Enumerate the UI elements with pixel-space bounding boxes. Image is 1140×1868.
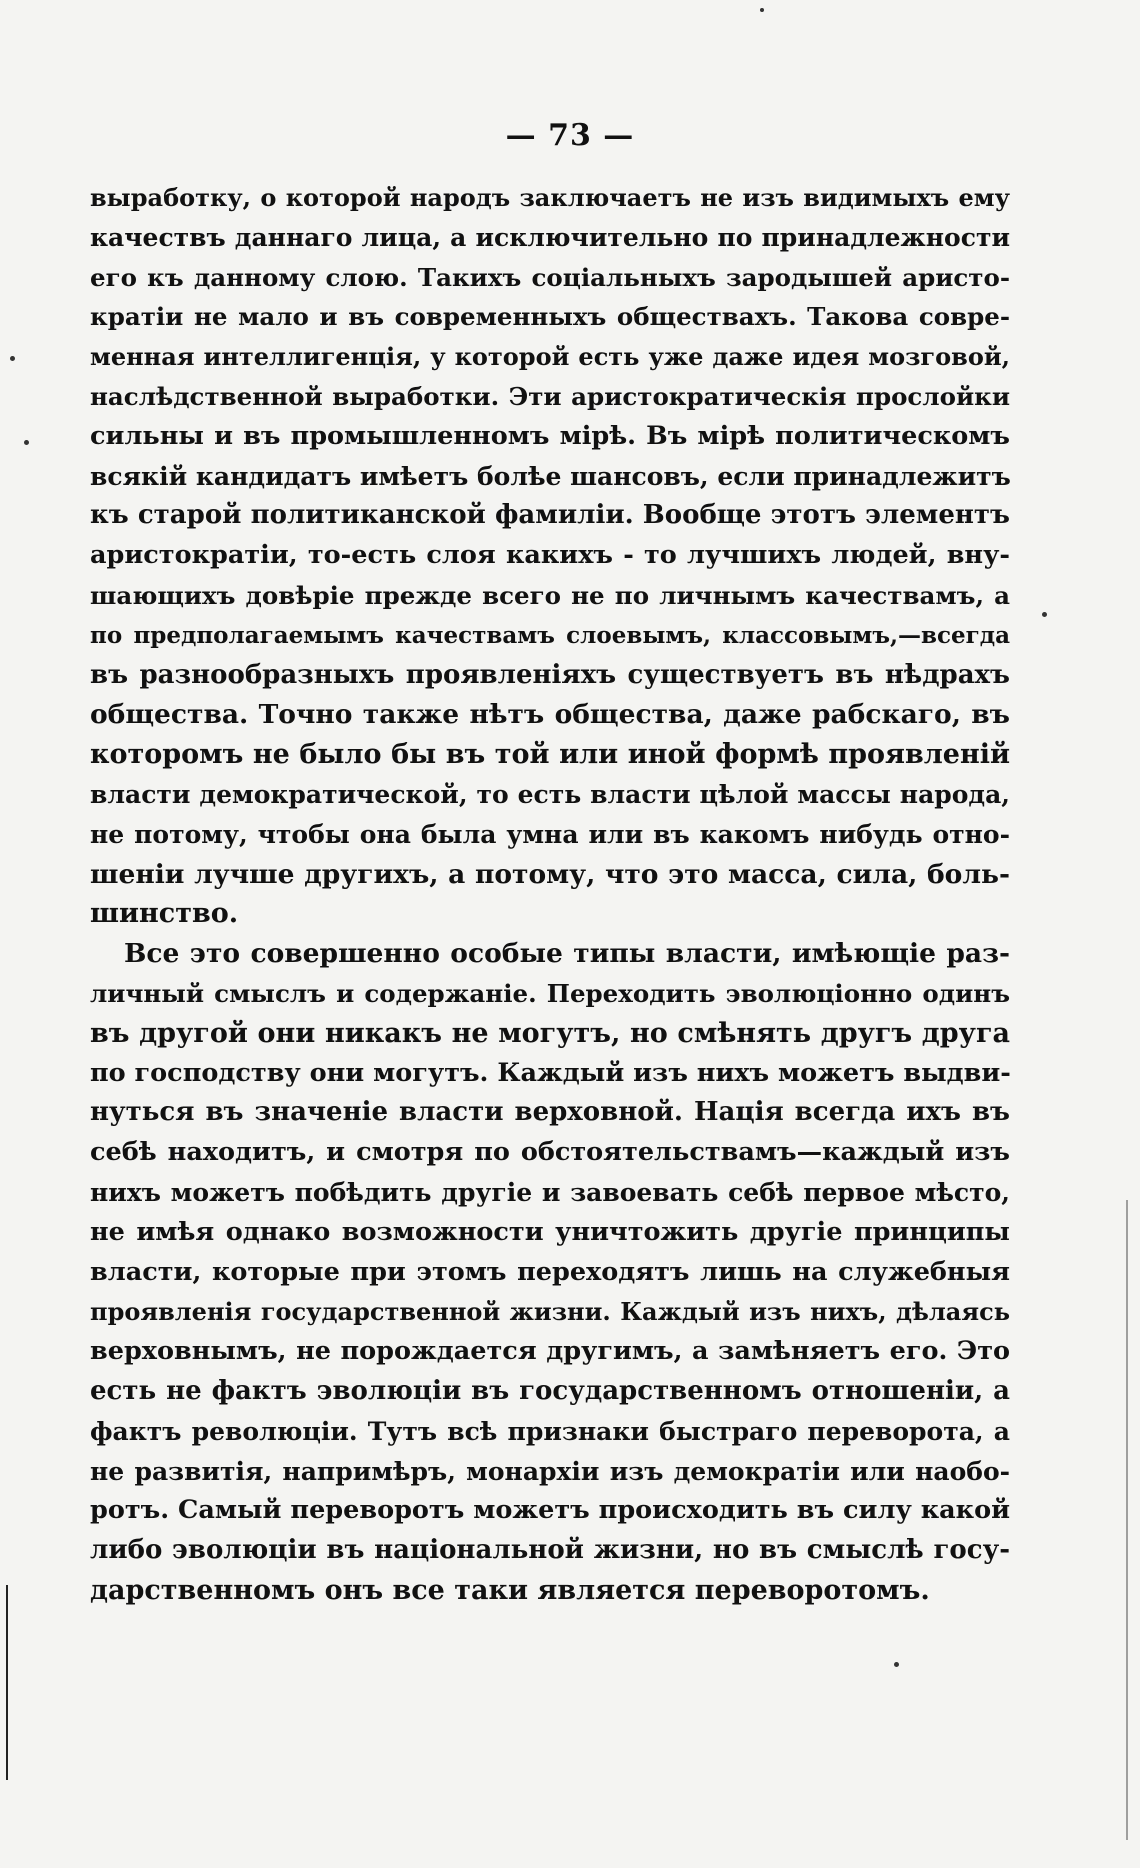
text-line: которомъ не было бы въ той или иной формѣ проявленій — [90, 739, 1010, 771]
text-line: проявленія государственной жизни. Каждый изъ нихъ, дѣлаясь — [90, 1297, 1010, 1327]
text-line: въ другой они никакъ не могутъ, но смѣнять другъ друга — [90, 1017, 1010, 1049]
text-line: верховнымъ, не порождается другимъ, а замѣняетъ его. Это — [90, 1336, 1010, 1367]
scan-speck — [760, 8, 764, 12]
text-line: шающихъ довѣріе прежде всего не по личнымъ качествамъ, а — [90, 580, 1010, 610]
text-line: наслѣдственной выработки. Эти аристократическія прослойки — [90, 381, 1010, 411]
text-line: Все это совершенно особые типы власти, имѣющіе раз- — [124, 938, 1010, 970]
text-line: себѣ находитъ, и смотря по обстоятельствамъ—каждый изъ — [90, 1137, 1010, 1168]
text-line: не имѣя однако возможности уничтожить другіе принципы — [90, 1216, 1010, 1247]
text-line: шинство. — [90, 898, 239, 930]
text-line: власти демократической, то есть власти цѣлой массы народа, — [90, 779, 1010, 809]
text-line: власти, которые при этомъ переходятъ лишь на служебныя — [90, 1256, 1010, 1287]
text-line: общества. Точно также нѣтъ общества, даже рабскаго, въ — [90, 699, 1010, 731]
text-line: всякій кандидатъ имѣетъ болѣе шансовъ, если принадлежитъ — [90, 461, 1011, 491]
body-text — [90, 178, 1010, 1611]
scan-speck — [1042, 612, 1047, 617]
text-line: личный смыслъ и содержаніе. Переходить эволюціонно одинъ — [90, 978, 1010, 1008]
scan-speck — [24, 440, 29, 445]
text-line: аристократіи, то-есть слоя какихъ - то лучшихъ людей, вну- — [90, 540, 1010, 571]
text-line: его къ данному слою. Такихъ соціальныхъ зародышей аристо- — [90, 262, 1010, 292]
text-line: дарственномъ онъ все таки является переворотомъ. — [90, 1574, 930, 1606]
scan-edge-line — [1126, 1200, 1128, 1840]
text-line: выработку, о которой народъ заключаетъ не изъ видимыхъ ему — [90, 183, 1010, 212]
text-line: есть не фактъ эволюціи въ государственномъ отношеніи, а — [90, 1375, 1010, 1406]
text-line: кратіи не мало и въ современныхъ обществахъ. Такова совре- — [90, 302, 1010, 332]
text-line: нуться въ значеніе власти верховной. Нація всегда ихъ въ — [90, 1097, 1010, 1128]
text-line: фактъ революціи. Тутъ всѣ признаки быстраго переворота, а — [90, 1416, 1010, 1446]
text-line: либо эволюціи въ національной жизни, но въ смыслѣ госу- — [90, 1535, 1010, 1566]
text-line: сильны и въ промышленномъ мірѣ. Въ мірѣ политическомъ — [90, 420, 1010, 451]
text-line: не потому, чтобы она была умна или въ какомъ нибудь отно- — [90, 819, 1010, 849]
paragraph-2 — [90, 934, 1010, 1611]
text-line: менная интеллигенція, у которой есть уже даже идея мозговой, — [90, 342, 1010, 372]
text-line: въ разнообразныхъ проявленіяхъ существуетъ въ нѣдрахъ — [90, 659, 1010, 690]
text-line: ротъ. Самый переворотъ можетъ происходить въ силу какой — [90, 1495, 1010, 1526]
text-line: шеніи лучше другихъ, а потому, что это масса, сила, боль- — [90, 858, 1010, 890]
paragraph-1 — [90, 178, 1010, 934]
scan-speck — [10, 356, 15, 361]
text-line: не развитія, напримѣръ, монархіи изъ демократіи или наобо- — [90, 1456, 1010, 1486]
text-line: качествъ даннаго лица, а исключительно по принадлежности — [90, 222, 1010, 252]
text-line: по господству они могутъ. Каждый изъ нихъ можетъ выдви- — [90, 1057, 1011, 1088]
text-line: къ старой политиканской фамиліи. Вообще этотъ элементъ — [90, 500, 1010, 531]
page-number: — 73 — — [505, 118, 635, 153]
text-line: нихъ можетъ побѣдить другіе и завоевать себѣ первое мѣсто, — [90, 1177, 1010, 1207]
scan-margin-line — [6, 1585, 8, 1780]
text-line: по предполагаемымъ качествамъ слоевымъ, классовымъ,—всегда — [90, 621, 1010, 649]
scan-speck — [894, 1662, 899, 1667]
